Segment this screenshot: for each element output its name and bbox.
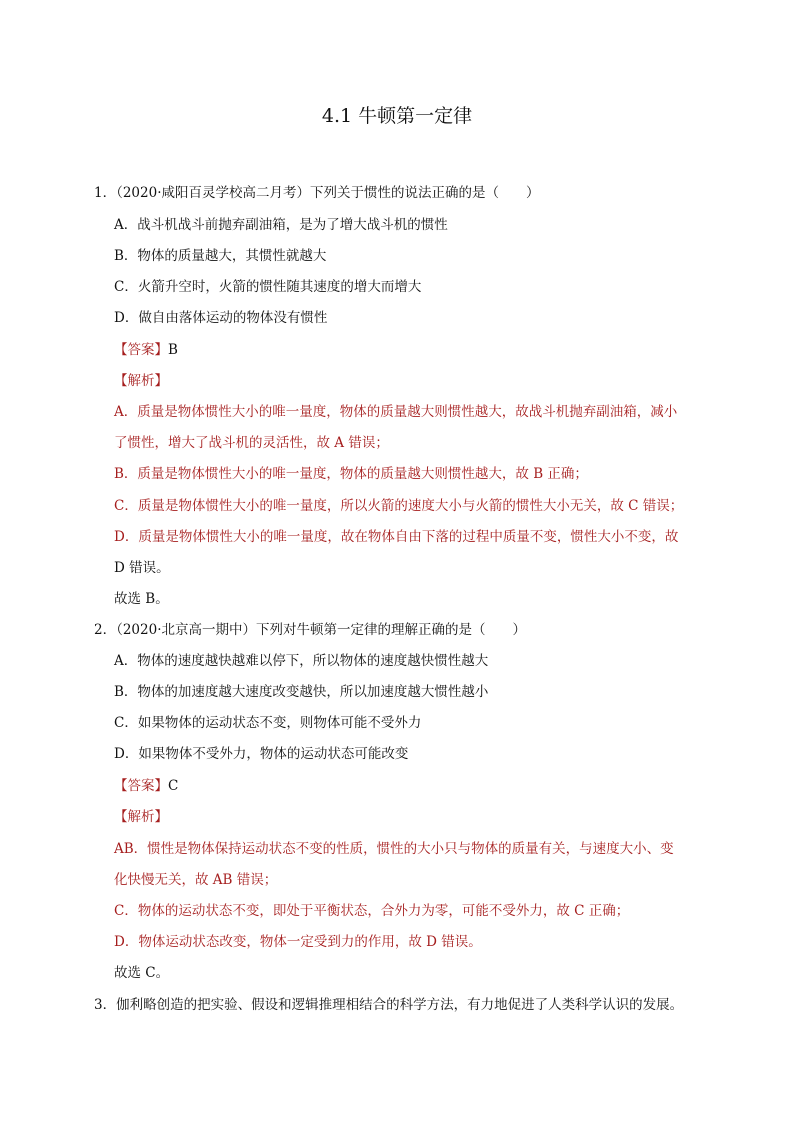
q1-option-b: B．物体的质量越大，其惯性就越大 — [114, 248, 327, 264]
q1-analysis-line: D．质量是物体惯性大小的唯一量度，故在物体自由下落的过程中质量不变，惯性大小不变，故 — [114, 529, 679, 545]
page-title: 4.1 牛顿第一定律 — [321, 105, 473, 127]
q2-option-d: D．如果物体不受外力，物体的运动状态可能改变 — [114, 746, 409, 762]
q2-analysis-tag: 【解析】 — [114, 809, 168, 825]
q2-option-b: B．物体的加速度越大速度改变越快，所以加速度越大惯性越小 — [114, 684, 489, 700]
question-2-stem: 2．（2020·北京高一期中）下列对牛顿第一定律的理解正确的是（ ） — [94, 622, 526, 638]
q1-conclusion: 故选 B。 — [114, 591, 169, 607]
q1-answer — [114, 341, 714, 359]
question-3-stem: 3．伽利略创造的把实验、假设和逻辑推理相结合的科学方法，有力地促进了人类科学认识的发展。 — [94, 997, 684, 1013]
q1-answer-value: B — [168, 342, 178, 358]
q2-option-a: A．物体的速度越快越难以停下，所以物体的速度越快惯性越大 — [114, 653, 489, 669]
q2-answer-tag: 【答案】 — [114, 778, 168, 794]
q1-analysis-tag: 【解析】 — [114, 373, 168, 389]
q2-analysis-line: AB．惯性是物体保持运动状态不变的性质，惯性的大小只与物体的质量有关，与速度大小、变 — [114, 841, 674, 857]
q1-answer-tag: 【答案】 — [114, 342, 168, 358]
q1-analysis-line: C．质量是物体惯性大小的唯一量度，所以火箭的速度大小与火箭的惯性大小无关，故 C 错误； — [114, 498, 684, 514]
q1-option-c: C．火箭升空时，火箭的惯性随其速度的增大而增大 — [114, 279, 422, 295]
question-1-stem: 1．（2020·咸阳百灵学校高二月考）下列关于惯性的说法正确的是（ ） — [94, 185, 540, 201]
q2-answer-value: C — [168, 778, 179, 794]
q2-analysis-line: D．物体运动状态改变，物体一定受到力的作用，故 D 错误。 — [114, 934, 482, 950]
q1-analysis-line: B．质量是物体惯性大小的唯一量度，物体的质量越大则惯性越大，故 B 正确； — [114, 466, 588, 482]
q1-analysis-line: 了惯性，增大了战斗机的灵活性，故 A 错误； — [114, 435, 389, 451]
q2-analysis-line: 化快慢无关，故 AB 错误； — [114, 872, 278, 888]
q2-answer — [114, 777, 714, 795]
q1-analysis-line: D 错误。 — [114, 560, 170, 576]
q2-option-c: C．如果物体的运动状态不变，则物体可能不受外力 — [114, 715, 422, 731]
q2-conclusion: 故选 C。 — [114, 965, 170, 981]
q1-option-d: D．做自由落体运动的物体没有惯性 — [114, 310, 328, 326]
q1-option-a: A．战斗机战斗前抛弃副油箱，是为了增大战斗机的惯性 — [114, 217, 448, 233]
q2-analysis-line: C．物体的运动状态不变，即处于平衡状态，合外力为零，可能不受外力，故 C 正确； — [114, 903, 630, 919]
q1-analysis-line: A．质量是物体惯性大小的唯一量度，物体的质量越大则惯性越大，故战斗机抛弃副油箱，减小 — [114, 404, 678, 420]
